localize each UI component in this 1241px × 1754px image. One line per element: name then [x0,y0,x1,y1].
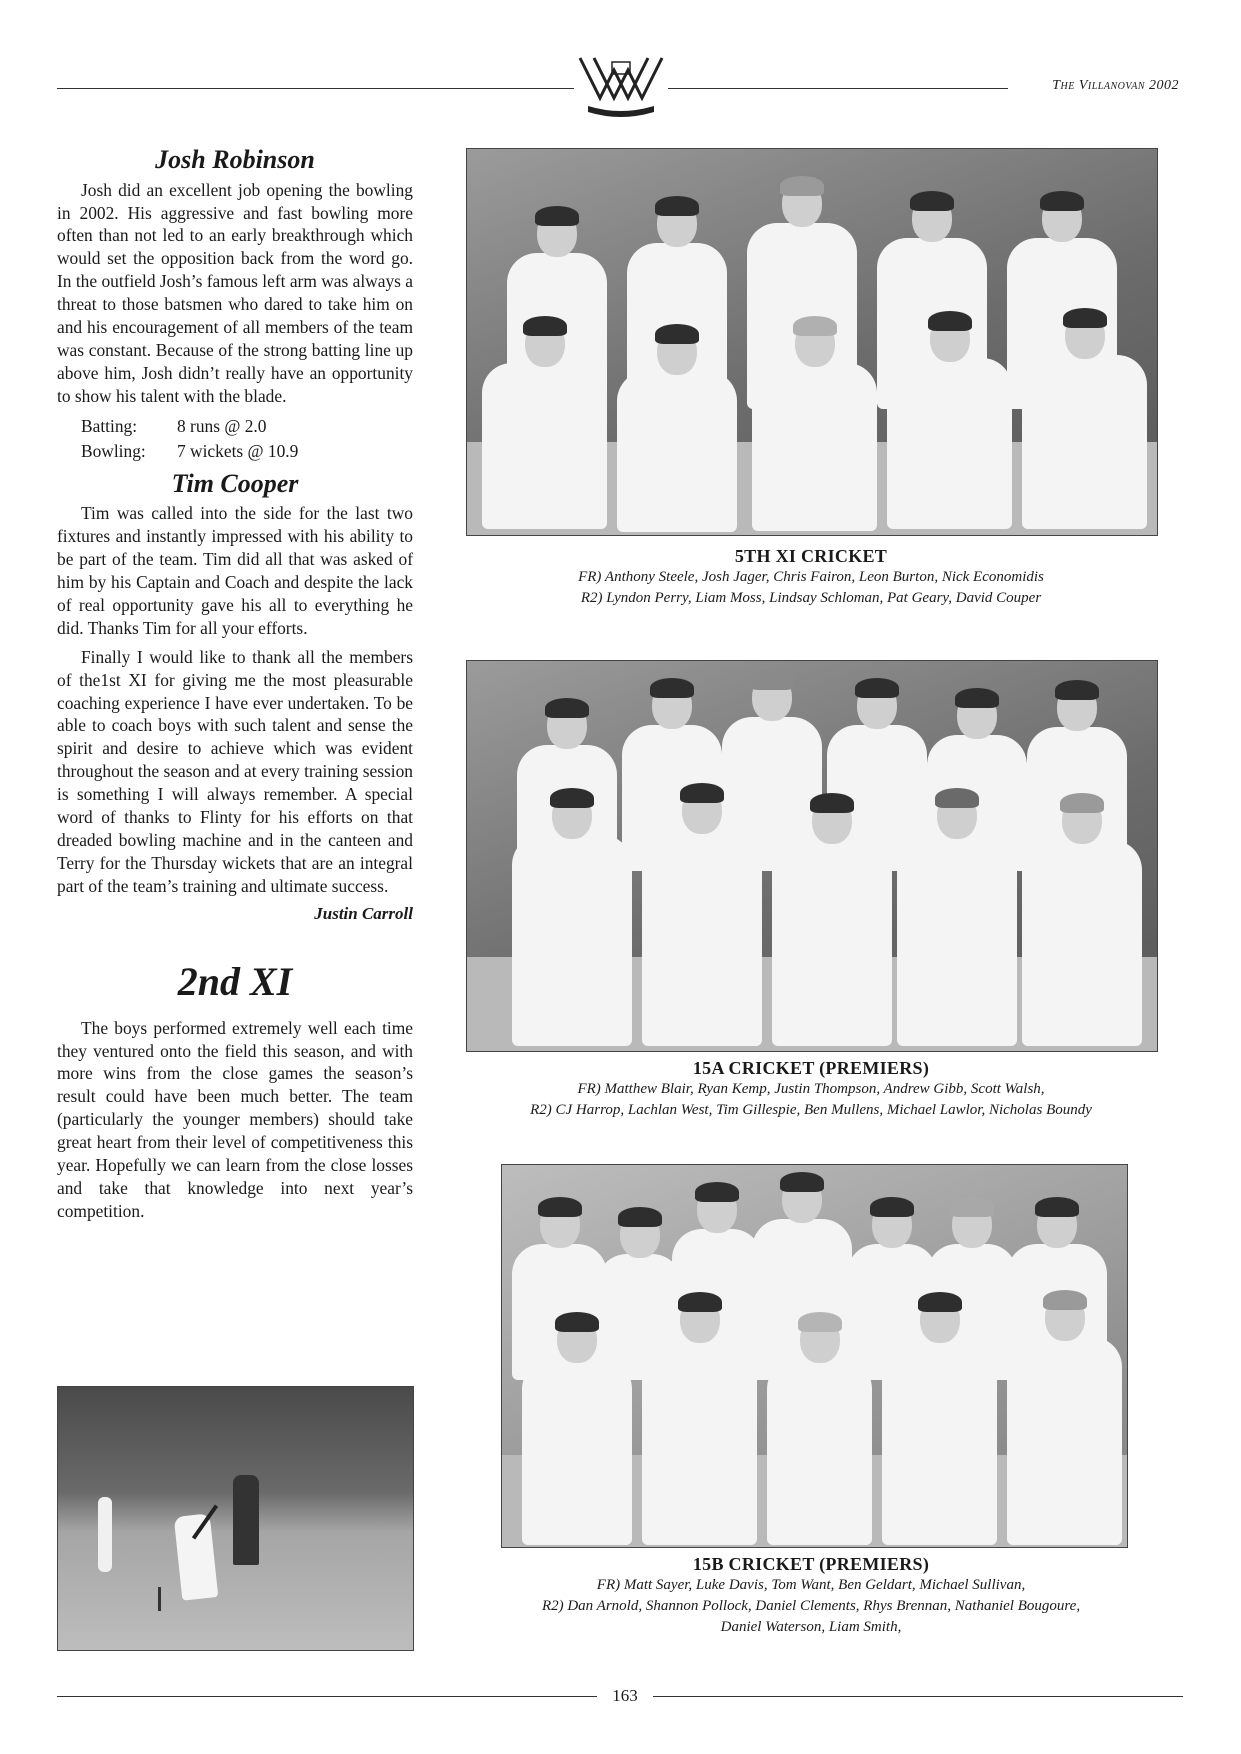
player [752,319,877,531]
player [897,791,1017,1046]
fifth-xi-caption [466,546,1156,609]
player [482,319,607,529]
batting-stat [57,414,413,439]
batting-value: 8 runs @ 2.0 [177,415,267,436]
tim-cooper-heading: Tim Cooper [171,468,299,498]
fifteen-a-team-photo [466,660,1158,1052]
crest-logo [574,50,668,120]
fifteen-b-second-row: R2) Dan Arnold, Shannon Pollock, Daniel Clements, Rhys Brennan, Nathaniel Bougoure, [541,1598,1081,1614]
fifth-xi-team-photo [466,148,1158,536]
second-xi-heading: 2nd XI [177,958,293,1004]
umpire-figure [98,1497,112,1572]
player [642,786,762,1046]
header-rule-right [668,88,1008,89]
fifteen-a-title: 15A CRICKET (PREMIERS) [692,1058,930,1078]
tim-cooper-paragraph: Tim was called into the side for the last two fixtures and instantly impressed with his ability to be part of the team. Tim did all that was asked of him by his Captain and Coach and despite the lack of real opportunity gave his all to everything he did. Thanks Tim for all your efforts. [57,503,413,638]
player [642,1295,757,1545]
player [1022,311,1147,529]
player [512,791,632,1046]
player [887,314,1012,529]
left-column [57,146,413,1229]
fifteen-a-caption [466,1058,1156,1121]
player [1007,1293,1122,1545]
publication-title: The Villanovan 2002 [1052,78,1179,93]
footer-rule-right [653,1696,1183,1697]
fifteen-a-second-row: R2) CJ Harrop, Lachlan West, Tim Gillespie, Ben Mullens, Michael Lawlor, Nicholas Boundy [530,1102,1092,1118]
fifteen-b-caption [466,1554,1156,1638]
player [767,1315,872,1545]
player [772,796,892,1046]
fifth-xi-second-row: R2) Lyndon Perry, Liam Moss, Lindsay Schloman, Pat Geary, David Couper [580,590,1042,606]
keeper-figure [233,1475,259,1565]
page-number: 163 [612,1686,638,1705]
player [522,1315,632,1545]
bowling-label: Bowling: [81,440,146,461]
fifth-xi-title: 5TH XI CRICKET [734,546,888,566]
footer-rule-left [57,1696,597,1697]
fifteen-b-title: 15B CRICKET (PREMIERS) [692,1554,930,1574]
fifteen-b-second-row-cont: Daniel Waterson, Liam Smith, [720,1619,902,1635]
author-signature: Justin Carroll [314,903,413,923]
josh-robinson-heading: Josh Robinson [155,145,315,174]
fifteen-b-front-row: FR) Matt Sayer, Luke Davis, Tom Want, Ben Geldart, Michael Sullivan, [596,1577,1026,1593]
fifth-xi-front-row: FR) Anthony Steele, Josh Jager, Chris Fairon, Leon Burton, Nick Economidis [578,569,1044,585]
player [882,1295,997,1545]
josh-stats [57,414,413,464]
second-xi-paragraph: The boys performed extremely well each time they ventured onto the field this season, and with more wins from the close games the season’s result could have been much better. The team (particularly the younger members) should take great heart from their level of competitiveness this year. Hopefully we can learn from the close losses and take that knowledge into next year’s competition. [57,1017,413,1221]
closing-paragraph: Finally I would like to thank all the members of the1st XI for giving me the most pleasurable coaching experience I have ever undertaken. To be able to coach boys with such talent and sense the spirit and desire to achieve which was evident throughout the season and at every training session is something I will always remember. A special word of thanks to Flinty for his efforts on that dreaded bowling machine and in the canteen and Terry for the Thursday wickets that are an integral part of the team’s training and ultimate success. [57,646,413,896]
header-rule-left [57,88,574,89]
bowling-stat [57,439,413,464]
bowling-value: 7 wickets @ 10.9 [177,440,299,461]
fifteen-b-team-photo [501,1164,1128,1548]
player [617,327,737,532]
batting-action-photo [57,1386,414,1651]
stumps [158,1587,161,1611]
batting-label: Batting: [81,415,138,436]
fifteen-a-front-row: FR) Matthew Blair, Ryan Kemp, Justin Thompson, Andrew Gibb, Scott Walsh, [577,1081,1045,1097]
player [1022,796,1142,1046]
josh-robinson-paragraph: Josh did an excellent job opening the bowling in 2002. His aggressive and fast bowling more often than not led to an early breakthrough which would set the opposition back from the word go. In the outfield Josh’s famous left arm was always a threat to those batsmen who dared to take him on and his encouragement of all members of the team was constant. Because of the strong batting line up above him, Josh didn’t really have an opportunity to show his talent with the blade. [57,179,413,406]
